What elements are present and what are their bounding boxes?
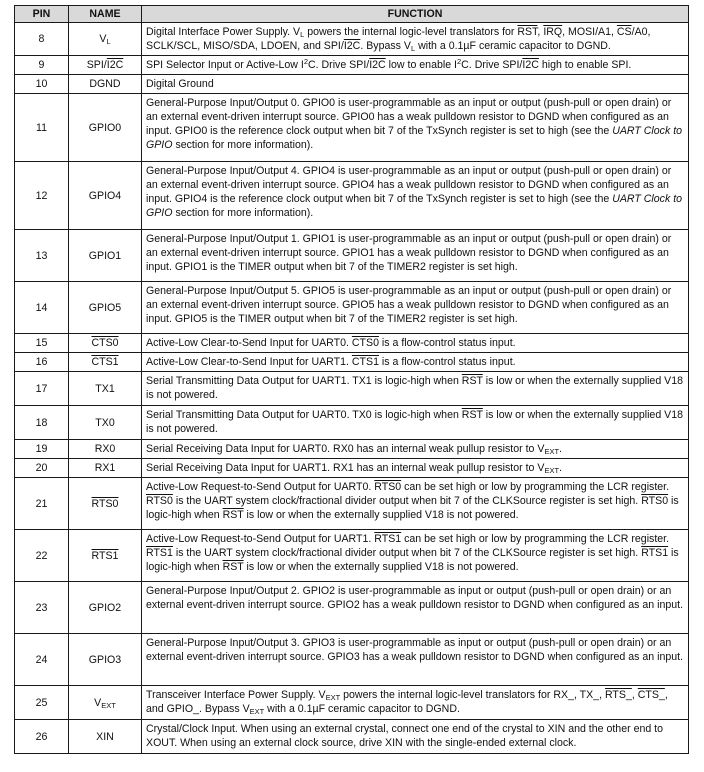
pin-function: Active-Low Request-to-Send Output for UART1. RTS1 can be set high or low by programming the LCR register. RTS1 is the UART system clock/fractional divider output when bit 7 of the CLKSource register is set high. RTS1 is logic-high when $\overline{RST}$ is low or when the externally supplied V18 is not powered.: [142, 530, 689, 582]
pin-number: 13: [15, 230, 69, 282]
pin-name: RTS1: [69, 530, 142, 582]
pin-number: 23: [15, 582, 69, 634]
pin-name: CTS1: [69, 353, 142, 372]
pin-name: RX0: [69, 440, 142, 459]
pin-function: Crystal/Clock Input. When using an external crystal, connect one end of the crystal to XIN and the other end to XOUT. When using an external clock source, drive XIN with the single-ended external clock.: [142, 720, 689, 754]
pin-function: General-Purpose Input/Output 3. GPIO3 is user-programmable as input or output (push-pull or open drain) or an external event-driven interrupt source. GPIO3 has a weak pulldown resistor to DGND when configured as an input.: [142, 634, 689, 686]
table-row: [15, 459, 689, 478]
header-name: NAME: [69, 6, 142, 23]
pin-name: GPIO2: [69, 582, 142, 634]
pin-number: 17: [15, 372, 69, 406]
table-row: [15, 686, 689, 720]
pin-number: 25: [15, 686, 69, 720]
pin-name: TX0: [69, 406, 142, 440]
pin-name: XIN: [69, 720, 142, 754]
pin-number: 22: [15, 530, 69, 582]
pin-number: 15: [15, 334, 69, 353]
pin-number: 16: [15, 353, 69, 372]
table-body: [15, 23, 689, 754]
pin-number: 19: [15, 440, 69, 459]
table-row: [15, 530, 689, 582]
table-row: [15, 162, 689, 230]
table-row: [15, 582, 689, 634]
pin-function: SPI Selector Input or Active-Low $I^2C$. Drive SPI/I2C low to enable $I^2C$. Drive SPI/I2C high to enable SPI.: [142, 56, 689, 75]
table-row: [15, 23, 689, 56]
table-row: [15, 56, 689, 75]
pin-function: Digital Ground: [142, 75, 689, 94]
pin-number: 9: [15, 56, 69, 75]
pin-function: General-Purpose Input/Output 2. GPIO2 is user-programmable as input or output (push-pull or open drain) or an external event-driven interrupt source. GPIO2 has a weak pulldown resistor to DGND when configured as an input.: [142, 582, 689, 634]
table-row: [15, 720, 689, 754]
table-row: [15, 372, 689, 406]
pin-name: GPIO4: [69, 162, 142, 230]
table-row: [15, 634, 689, 686]
pin-name: GPIO1: [69, 230, 142, 282]
table-row: [15, 282, 689, 334]
table-row: [15, 353, 689, 372]
pin-function: Serial Transmitting Data Output for UART0. TX0 is logic-high when $\overline{RST}$ is low or when the externally supplied V18 is not powered.: [142, 406, 689, 440]
pin-number: 26: [15, 720, 69, 754]
pin-number: 20: [15, 459, 69, 478]
pin-function: General-Purpose Input/Output 0. GPIO0 is user-programmable as an input or output (push-pull or open drain) or an external event-driven interrupt source. GPIO0 has a weak pulldown resistor to DGND when configured as an input. GPIO0 is the reference clock output when bit 7 of the TxSynch register is set to high (see the UART Clock to GPIO section for more information).: [142, 94, 689, 162]
pin-name: $V_L$: [69, 23, 142, 56]
pin-function: Serial Receiving Data Input for UART0. RX0 has an internal weak pullup resistor to $V_{EXT}$.: [142, 440, 689, 459]
pin-name: SPI/I2C: [69, 56, 142, 75]
table-row: [15, 406, 689, 440]
pin-number: 21: [15, 478, 69, 530]
pin-function: Active-Low Clear-to-Send Input for UART1. CTS1 is a flow-control status input.: [142, 353, 689, 372]
pin-number: 18: [15, 406, 69, 440]
pin-function-table: [14, 5, 689, 754]
pin-number: 14: [15, 282, 69, 334]
header-function: FUNCTION: [142, 6, 689, 23]
header-row: [15, 6, 689, 23]
pin-name: GPIO3: [69, 634, 142, 686]
pin-number: 8: [15, 23, 69, 56]
table-row: [15, 75, 689, 94]
pin-number: 24: [15, 634, 69, 686]
pin-function: Active-Low Clear-to-Send Input for UART0. CTS0 is a flow-control status input.: [142, 334, 689, 353]
pin-name: TX1: [69, 372, 142, 406]
pin-name: $V_{EXT}$: [69, 686, 142, 720]
pin-function: General-Purpose Input/Output 1. GPIO1 is user-programmable as an input or output (push-pull or open drain) or an external event-driven interrupt source. GPIO1 has a weak pulldown resistor to DGND when configured as an input. GPIO1 is the TIMER output when bit 7 of the TIMER2 register is set high.: [142, 230, 689, 282]
pin-name: RX1: [69, 459, 142, 478]
pin-name: DGND: [69, 75, 142, 94]
pin-name: RTS0: [69, 478, 142, 530]
pin-function: Active-Low Request-to-Send Output for UART0. RTS0 can be set high or low by programming the LCR register. RTS0 is the UART system clock/fractional divider output when bit 7 of the CLKSource register is set high. RTS0 is logic-high when $\overline{RST}$ is low or when the externally supplied V18 is not powered.: [142, 478, 689, 530]
header-pin: PIN: [15, 6, 69, 23]
pin-function: Digital Interface Power Supply. $V_L$ powers the internal logic-level translators for $\overline{RST}$, $\overline{IRQ}$, MOSI/A1, $\overline{CS}/A0$, SCLK/SCL, MISO/SDA, LDOEN, and SPI/I2C. Bypass $V_L$ with a 0.1µF ceramic capacitor to DGND.: [142, 23, 689, 56]
pin-number: 12: [15, 162, 69, 230]
table-row: [15, 478, 689, 530]
pin-name: GPIO0: [69, 94, 142, 162]
pin-function: Serial Transmitting Data Output for UART1. TX1 is logic-high when $\overline{RST}$ is low or when the externally supplied V18 is not powered.: [142, 372, 689, 406]
table-row: [15, 230, 689, 282]
pin-number: 10: [15, 75, 69, 94]
table-row: [15, 334, 689, 353]
pin-function: Transceiver Interface Power Supply. $V_{EXT}$ powers the internal logic-level translators for RX_, TX_, RTS_, CTS_, and GPIO_. Bypass $V_{EXT}$ with a 0.1µF ceramic capacitor to DGND.: [142, 686, 689, 720]
table-row: [15, 440, 689, 459]
pin-function: Serial Receiving Data Input for UART1. RX1 has an internal weak pullup resistor to $V_{EXT}$.: [142, 459, 689, 478]
pin-function: General-Purpose Input/Output 5. GPIO5 is user-programmable as an input or output (push-pull or open drain) or an external event-driven interrupt source. GPIO5 has a weak pulldown resistor to DGND when configured as an input. GPIO5 is the TIMER output when bit 7 of the TIMER2 register is set high.: [142, 282, 689, 334]
pin-number: 11: [15, 94, 69, 162]
pin-function: General-Purpose Input/Output 4. GPIO4 is user-programmable as an input or output (push-pull or open drain) or an external event-driven interrupt source. GPIO4 has a weak pulldown resistor to DGND when configured as an input. GPIO4 is the reference clock output when bit 7 of the TxSynch register is set to high (see the UART Clock to GPIO section for more information).: [142, 162, 689, 230]
table-row: [15, 94, 689, 162]
pin-name: CTS0: [69, 334, 142, 353]
pin-name: GPIO5: [69, 282, 142, 334]
